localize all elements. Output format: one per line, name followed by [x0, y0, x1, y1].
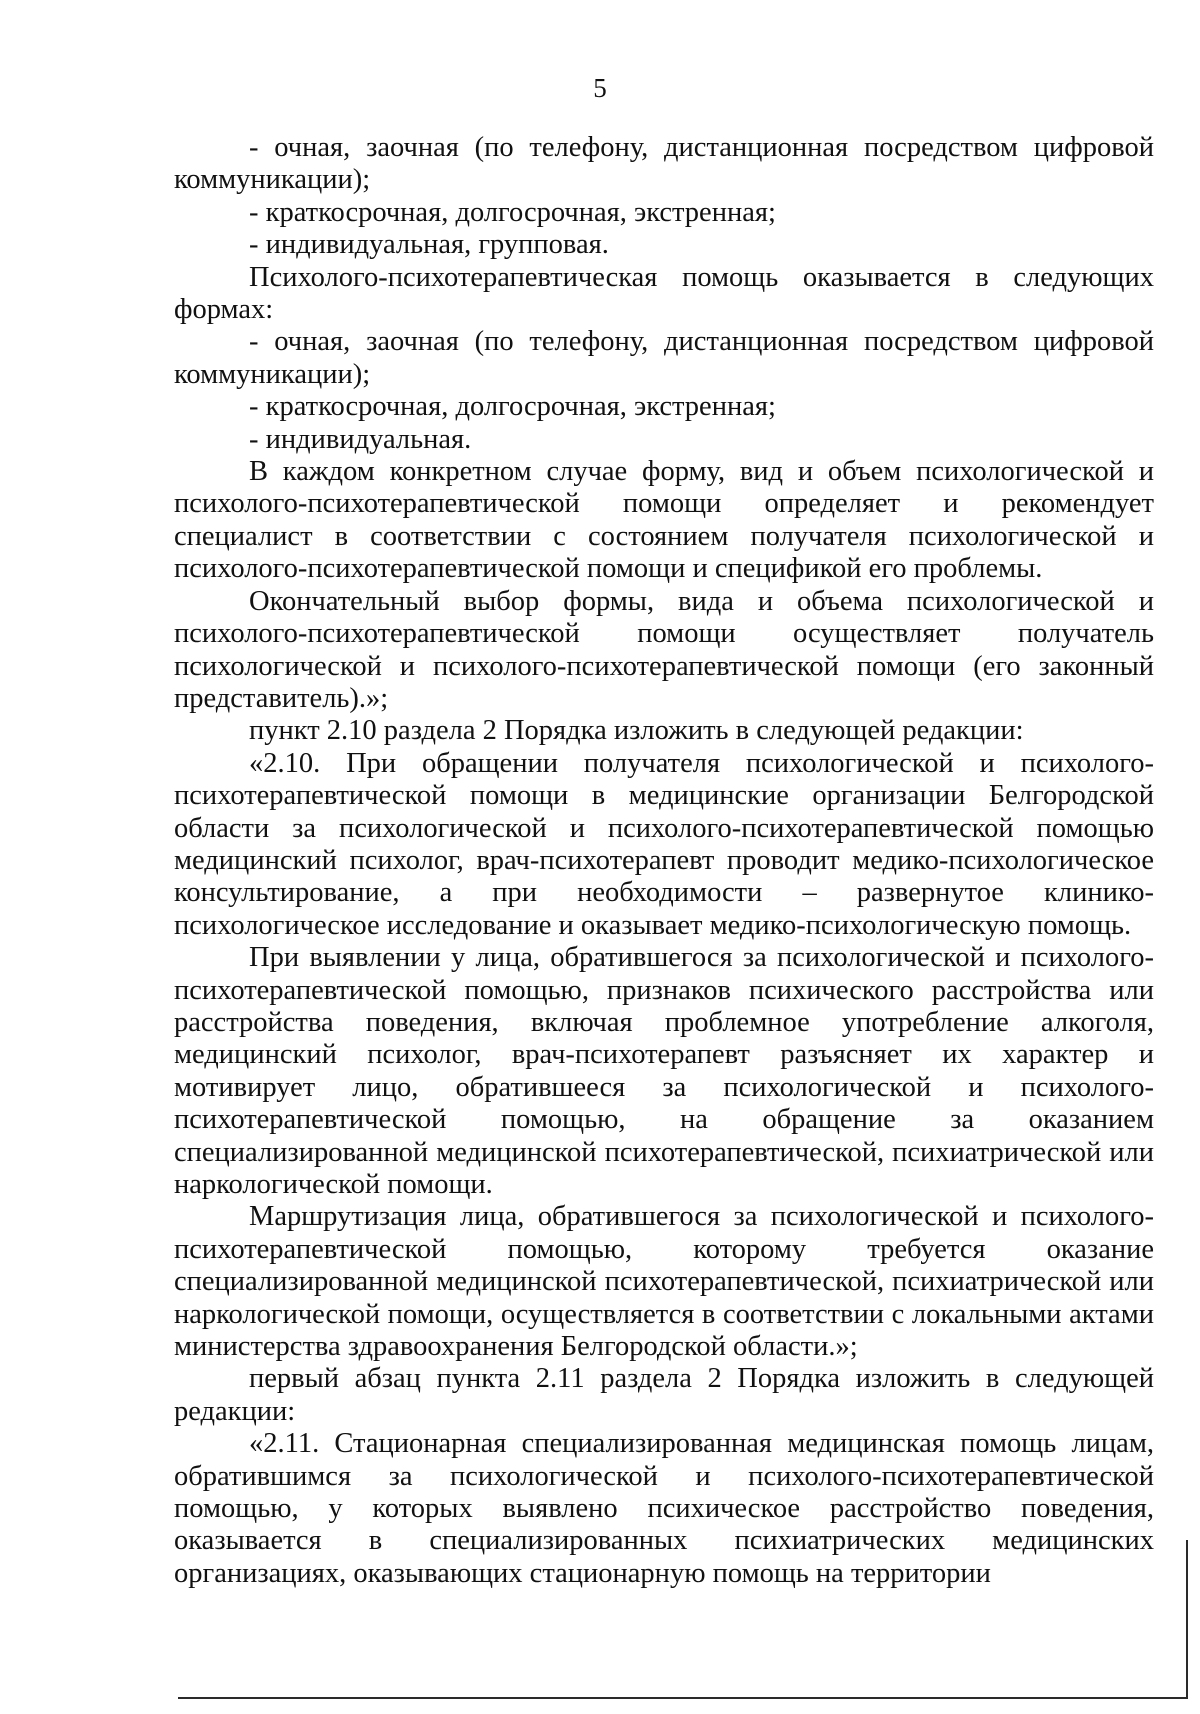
paragraph: В каждом конкретном случае форму, вид и объем психологической и психолого-психотерапевтической помощи определяет и рекомендует специалист в соответствии с состоянием получателя психологической и психолого-психотерапевтической помощи и спецификой его проблемы. [174, 456, 1154, 585]
document-body [174, 132, 1154, 1590]
paragraph: Окончательный выбор формы, вида и объема психологической и психолого-психотерапевтической помощи осуществляет получатель психологической и психолого-психотерапевтической помощи (его законный представитель).»; [174, 585, 1154, 714]
paragraph: - очная, заочная (по телефону, дистанционная посредством цифровой коммуникации); [174, 326, 1154, 390]
paragraph: Маршрутизация лица, обратившегося за психологической и психолого-психотерапевтической помощью, которому требуется оказание специализированной медицинской психотерапевтической, психиатрической или наркологической помощи, осуществляется в соответствии с локальными актами министерства здравоохранения Белгородской области.»; [174, 1201, 1154, 1363]
paragraph: - индивидуальная. [249, 423, 472, 455]
paragraph: - индивидуальная, групповая. [249, 229, 609, 261]
paragraph: Психолого-психотерапевтическая помощь оказывается в следующих формах: [174, 261, 1154, 326]
paragraph: первый абзац пункта 2.11 раздела 2 Порядка изложить в следующей редакции: [174, 1363, 1154, 1427]
paragraph: «2.10. При обращении получателя психологической и психолого-психотерапевтической помощи в медицинские организации Белгородской области за психологической и психолого-психотерапевтической помощью медицинский психолог, врач-психотерапевт проводит медико-психологическое консультирование, а при необходимости – развернутое клинико-психологическое исследование и оказывает медико-психологическую помощь. [174, 747, 1154, 941]
page-number: 5 [593, 73, 607, 103]
paragraph: «2.11. Стационарная специализированная медицинская помощь лицам, обратившимся за психологической и психолого-психотерапевтической помощью, у которых выявлено психическое расстройство поведения, оказывается в специализированных психиатрических медицинских организациях, оказывающих стационарную помощь на территории [174, 1428, 1154, 1589]
scan-edge-right [1186, 1540, 1188, 1698]
paragraph: - краткосрочная, долгосрочная, экстренная; [249, 196, 776, 228]
paragraph: пункт 2.10 раздела 2 Порядка изложить в следующей редакции: [249, 715, 1024, 747]
paragraph: - очная, заочная (по телефону, дистанционная посредством цифровой коммуникации); [174, 132, 1154, 196]
paragraph: - краткосрочная, долгосрочная, экстренная; [249, 391, 776, 423]
scan-edge-bottom [178, 1697, 1188, 1699]
paragraph: При выявлении у лица, обратившегося за психологической и психолого-психотерапевтической помощью, признаков психического расстройства или расстройства поведения, включая проблемное употребление алкоголя, медицинский психолог, врач-психотерапевт разъясняет их характер и мотивирует лицо, обратившееся за психологической и психолого-психотерапевтической помощью, на обращение за оказанием специализированной медицинской психотерапевтической, психиатрической или наркологической помощи. [174, 942, 1154, 1200]
